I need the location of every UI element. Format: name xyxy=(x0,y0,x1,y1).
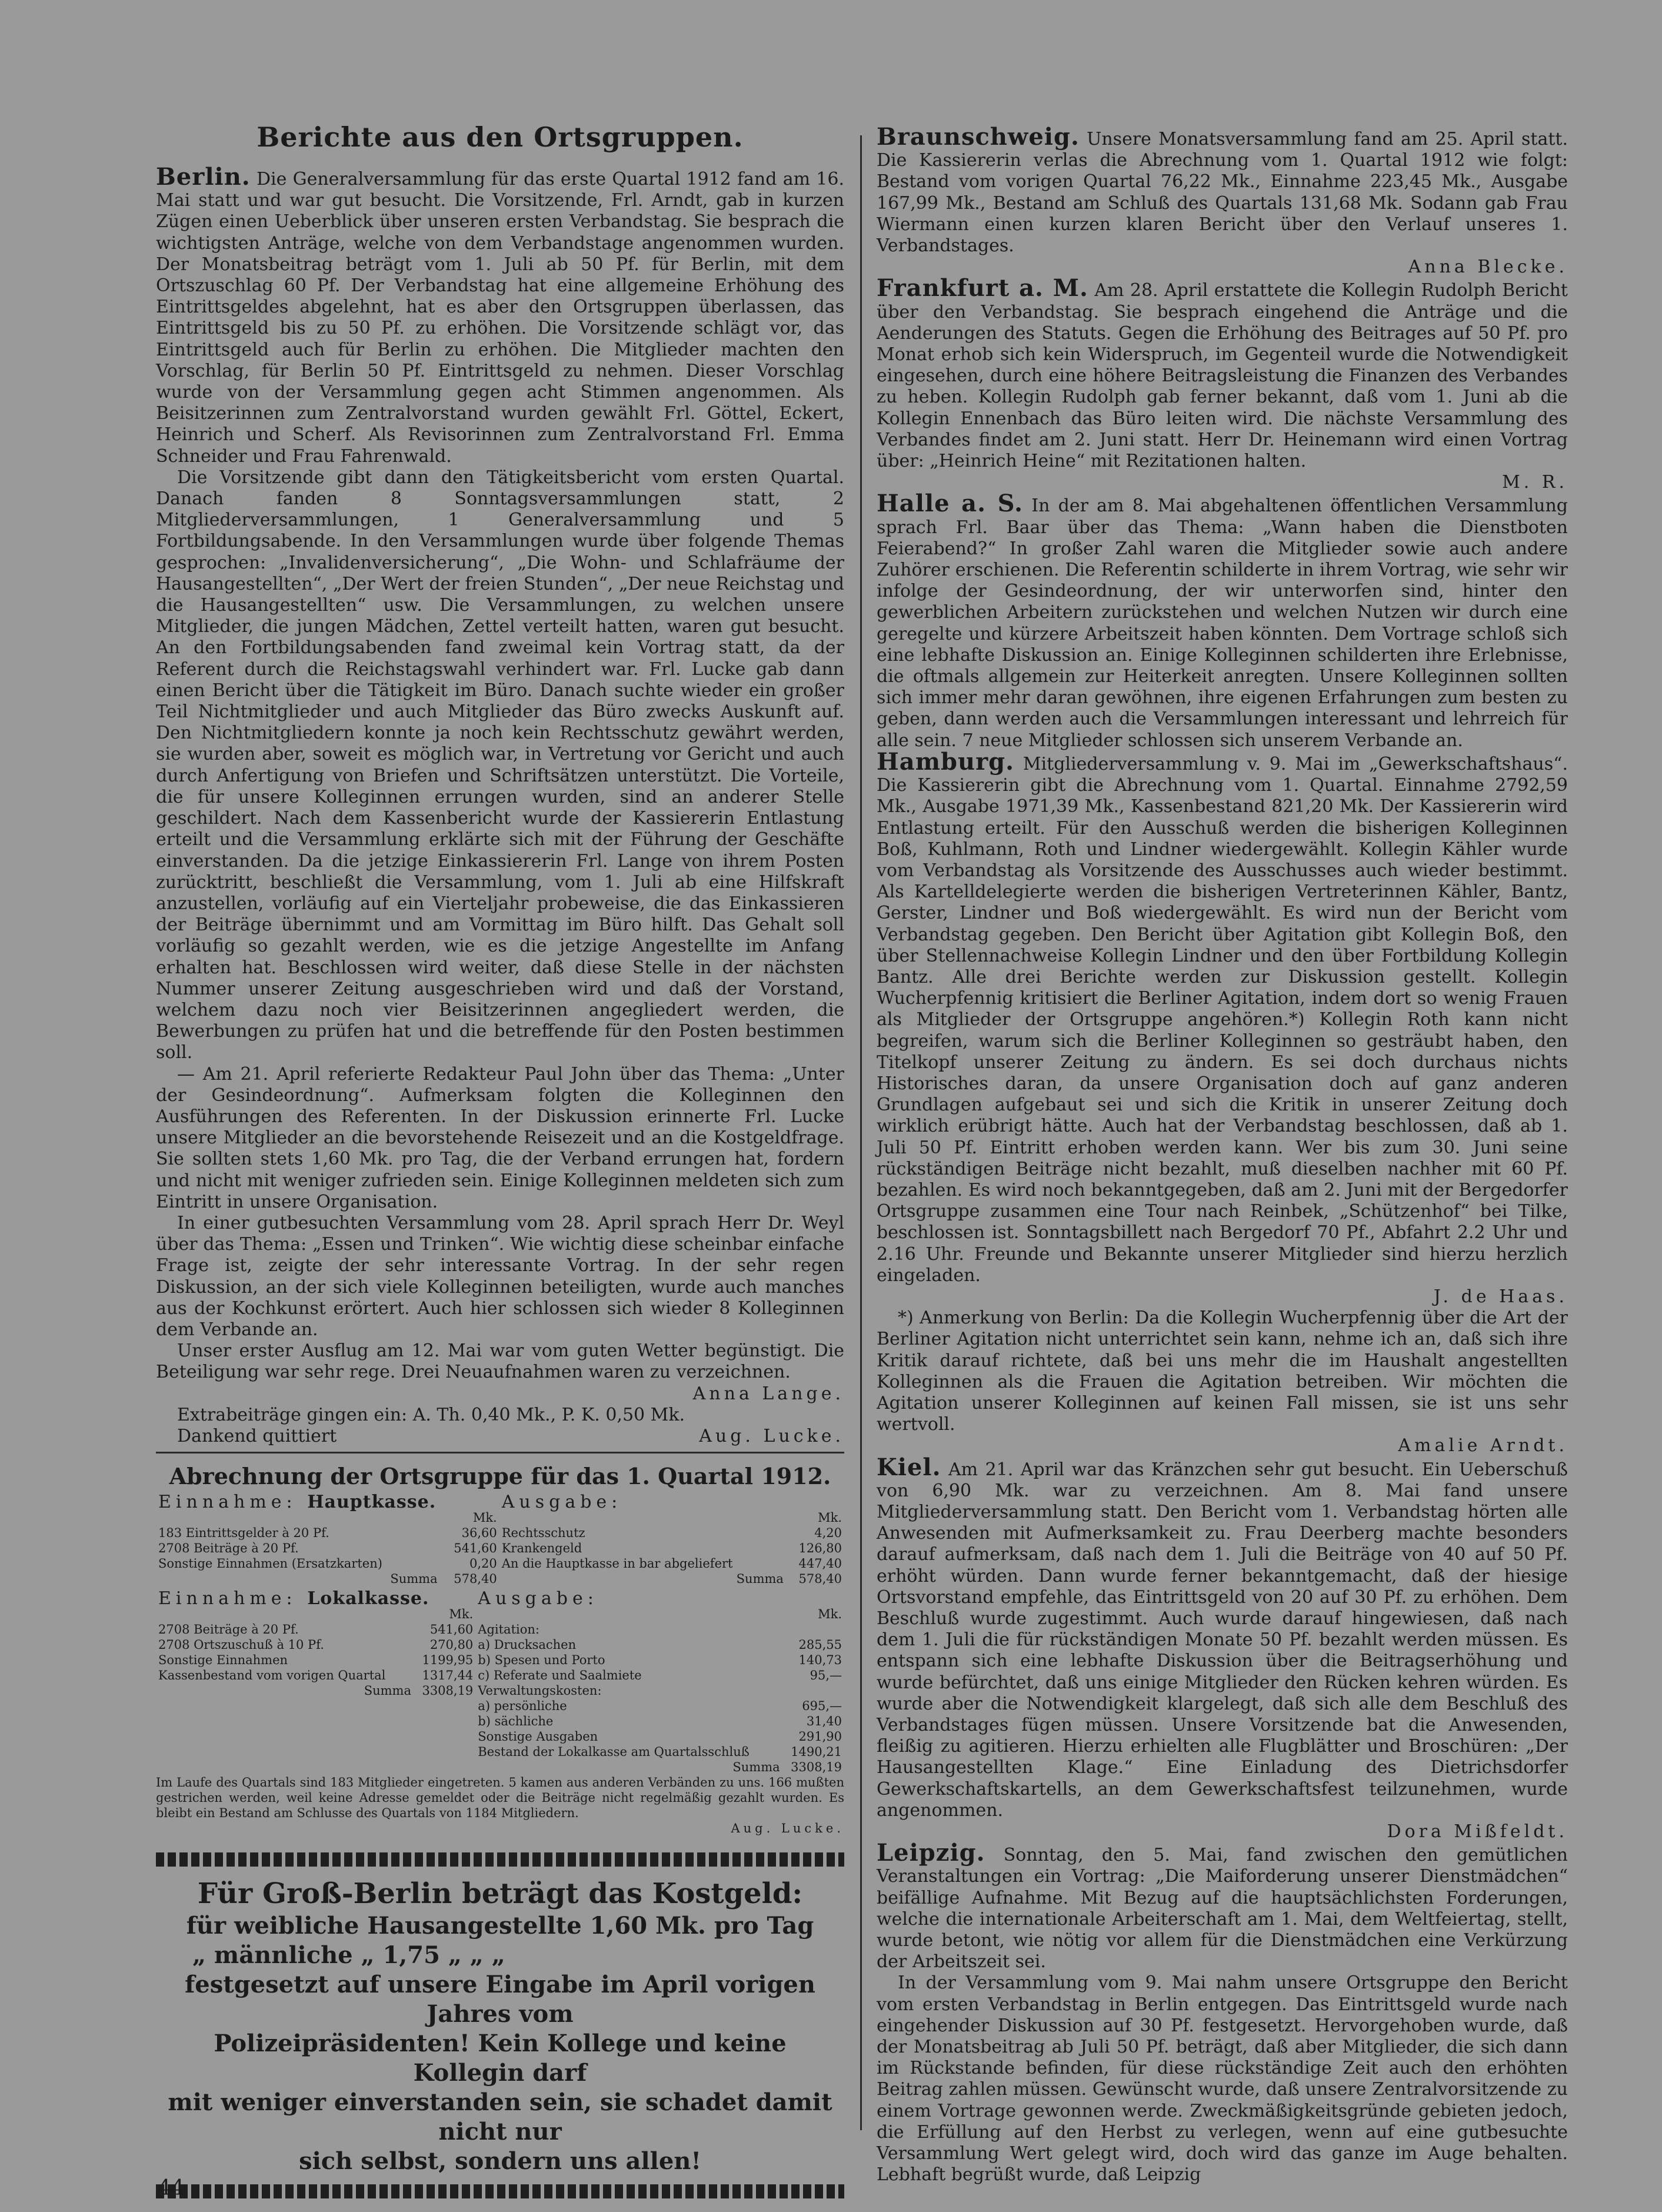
section-title: Berichte aus den Ortsgruppen. xyxy=(257,121,744,153)
table-row: b) sächliche 31,40 xyxy=(478,1714,842,1729)
berlin-p2: Die Vorsitzende gibt dann den Tätigkeitsbericht vom ersten Quartal. Danach fanden 8 Sonntagsversammlungen statt, 2 Mitgliederversammlungen, 1 Generalversammlung und 5 Fortbildungsabende. In den Versammlungen wurde über folgende Themas gesprochen: „Invalidenversicherung“, „Die Wohn- und Schlafräume der Hausangestellten“, „Der Wert der freien Stunden“, „Der neue Reichstag und die Hausangestellten“ usw. Die Versammlungen, zu welchen unsere Mitglieder, die jungen Mädchen, Zettel verteilt hatten, waren gut besucht. An den Fortbildungsabenden fand zweimal kein Vortrag statt, da der Referent durch die Reichstagswahl verhindert war. Frl. Lucke gab dann einen Bericht über die Tätigkeit im Büro. Danach suchte wieder ein großer Teil Nichtmitglieder und auch Mitglieder das Büro zwecks Auskunft auf. Den Nichtmitgliedern konnte ja noch kein Rechtsschutz gewährt werden, sie wurden aber, soweit es möglich war, in Vertretung vor Gericht und auch durch Anfertigung von Briefen und Schriftsätzen unterstützt. Die Vorteile, die für unsere Kolleginnen errungen wurden, sind an anderer Stelle geschildert. Nach dem Kassenbericht wurde der Kassiererin Entlastung erteilt und die Versammlung erklärte sich mit der Führung der Geschäfte einverstanden. Da die jetzige Einkassiererin Frl. Lange von ihrem Posten zurücktritt, beschließt die Versammlung, vom 1. Juli ab eine Hilfskraft anzustellen, vorläufig auf ein Vierteljahr probeweise, die das Einkassieren der Beiträge übernimmt und am Vormittag im Büro hilft. Das Gehalt soll vorläufig so gezahlt werden, wie es die jetzige Angestellte im Anfang erhalten hat. Beschlossen wird weiter, daß diese Stelle in der nächsten Nummer unserer Zeitung ausgeschrieben wird und daß der Vorstand, welchem dazu noch vier Beisitzerinnen angegliedert werden, die Bewerbungen zu prüfen hat und die betreffende für den Posten bestimmen soll. xyxy=(156,467,844,1063)
braunschweig-report: Braunschweig. Unsere Monatsversammlung fand am 25. April statt. Die Kassiererin verlas die Abrechnung vom 1. Quartal 1912 wie folgt: Bestand vom vorigen Quartal 76,22 Mk., Einnahme 223,45 Mk., Ausgabe 167,99 Mk., Bestand am Schluß des Quartals 131,68 Mk. Sodann gab Frau Wiermann einen kurzen klaren Bericht über den Verlauf unseres 1. Verbandstages. xyxy=(877,123,1568,257)
hauptkasse-header xyxy=(156,1495,844,1510)
table-row: Kassenbestand vom vorigen Quartal 1317,44 c) Referate und Saalmiete 95,— xyxy=(158,1668,842,1683)
lokal-expense-head: Ausgabe: xyxy=(478,1588,598,1609)
haupt-income-head: Einnahme: xyxy=(158,1492,297,1513)
haupt-name: Hauptkasse. xyxy=(307,1492,437,1513)
city-leipzig: Leipzig. xyxy=(877,1839,985,1867)
city-braunschweig: Braunschweig. xyxy=(877,123,1080,151)
halle-report: Halle a. S. In der am 8. Mai abgehaltenen öffentlichen Versammlung sprach Frl. Baar über das Thema: „Wann haben die Dienstboten Feierabend?“ In großer Zahl waren die Mitglieder sowie auch andere Zuhörer erschienen. Die Referentin schilderte in ihrem Vortrag, wie sehr wir infolge der Gesindeordnung, der wir unterworfen sind, hinter den gewerblichen Arbeitern zurückstehen und welchen Nutzen wir durch eine geregelte und kürzere Arbeitszeit haben könnten. Dem Vortrage schloß sich eine lebhafte Diskussion an. Einige Kolleginnen schilderten ihre Erlebnisse, die oftmals allgemein zur Heiterkeit anregten. Unsere Kolleginnen sollten sich immer mehr daran gewöhnen, ihre eigenen Erfahrungen zum besten zu geben, dann werden auch die Versammlungen interessant und lehrreich für alle sein. 7 neue Mitglieder schlossen sich unserem Verbande an. xyxy=(877,490,1568,751)
kostgeld-line-7: sich selbst, sondern uns allen! xyxy=(299,2147,701,2176)
left-column xyxy=(156,121,844,2176)
lokal-income-head-cell xyxy=(156,1588,475,1609)
section-rule xyxy=(156,1452,844,1453)
mk-unit: Mk. xyxy=(449,1607,474,1622)
kostgeld-line-2: für weibliche Hausangestellte 1,60 Mk. pro Tag xyxy=(186,1912,814,1940)
mk-unit: Mk. xyxy=(818,1607,842,1622)
signature-j-de-haas: J. de Haas. xyxy=(1433,1286,1568,1307)
berlin-p5: Unser erster Ausflug am 12. Mai war vom guten Wetter begünstigt. Die Beteiligung war sehr rege. Drei Neuaufnahmen waren zu verzeichnen. xyxy=(156,1340,844,1383)
table-row: Sonstige Ausgaben 291,90 xyxy=(478,1729,842,1744)
accounting-signature: Aug. Lucke. xyxy=(731,1821,844,1836)
haupt-expense-head: Ausgabe: xyxy=(501,1492,622,1513)
frankfurt-report: Frankfurt a. M. Am 28. April erstattete die Kollegin Rudolph Bericht über den Verbandstag. Sie besprach eingehend die Anträge und die Aenderungen des Statuts. Gegen die Erhöhung des Beitrages auf 50 Pf. pro Monat erhob sich kein Widerspruch, im Gegenteil wurde die Notwendigkeit eingesehen, durch eine höhere Beitragsleistung die Finanzen des Verbandes zu heben. Kollegin Rudolph gab ferner bekannt, daß vom 1. Juni ab die Kollegin Ennenbach das Büro leiten wird. Die nächste Versammlung des Verbandes findet am 2. Juni statt. Herr Dr. Heinemann wird einen Vortrag über: „Heinrich Heine“ mit Rezitationen halten. xyxy=(877,274,1568,472)
lokal-name: Lokalkasse. xyxy=(307,1588,429,1609)
leipzig-p2: In der Versammlung vom 9. Mai nahm unsere Ortsgruppe den Bericht vom ersten Verbandstag in Berlin entgegen. Das Eintrittsgeld wurde nach eingehender Diskussion auf 30 Pf. festgesetzt. Hervorgehoben wurde, daß der Monatsbeitrag ab Juli 50 Pf. beträgt, daß aber Mitglieder, die sich dann im Rückstande befinden, für diese rückständige Zeit auch den erhöhten Beitrag zahlen müssen. Gewünscht wurde, daß unsere Zentralvorsitzende zu einem Vortrage gewonnen werde. Zweckmäßigkeitsgründe gebieten jedoch, die Erfüllung auf den Herbst zu verlegen, wenn auf eine gutbesuchte Versammlung Wert gelegt wird, doch wird das ganze im Auge behalten. Lebhaft begrüßt wurde, daß Leipzig xyxy=(877,1972,1568,2186)
kostgeld-line-3: „ männliche „ 1,75 „ „ „ xyxy=(192,1941,505,1970)
city-frankfurt: Frankfurt a. M. xyxy=(877,274,1088,302)
berlin-report xyxy=(156,163,844,467)
mk-unit: Mk. xyxy=(818,1511,842,1525)
berlin-p4: In einer gutbesuchten Versammlung vom 28. April sprach Herr Dr. Weyl über das Thema: „Essen und Trinken“. Wie wichtig diese scheinbar einfache Frage ist, zeigte der sehr interessante Vortrag. In der sehr regen Diskussion, an der sich viele Kolleginnen beteiligten, wurde auch manches aus der Kochkunst erörtert. Auch hier schlossen sich wieder 8 Kolleginnen dem Verbande an. xyxy=(156,1212,844,1340)
table-row: Summa 3308,19 Verwaltungskosten: xyxy=(364,1684,602,1698)
table-sum-row: Summa 3308,19 xyxy=(732,1760,842,1775)
kostgeld-line-4: festgesetzt auf unsere Eingabe im April vorigen Jahres vom xyxy=(185,1971,815,2028)
leipzig-report: Leipzig. Sonntag, den 5. Mai, fand zwischen den gemütlichen Veranstaltungen ein Vortrag: „Die Maiforderung unserer Dienstmädchen“ beifällige Aufnahme. Mit Bezug auf die hauptsächlichsten Forderungen, welche die internationale Arbeiterschaft am 1. Mai, dem Weltfeiertag, stellt, wurde betont, wie nötig vor allem für die Dienstmädchen eine Verkürzung der Arbeitszeit sei. xyxy=(877,1839,1568,1972)
signature-aug-lucke: Aug. Lucke. xyxy=(699,1425,844,1446)
signature-anna-lange: Anna Lange. xyxy=(692,1383,844,1404)
haupt-income-head-cell xyxy=(156,1492,499,1513)
lokalkasse-table xyxy=(156,1588,844,1775)
berlin-p3: — Am 21. April referierte Redakteur Paul John über das Thema: „Unter der Gesindeordnung“. Aufmerksam folgten die Kolleginnen den Ausführungen des Referenten. In der Diskussion erinnerte Frl. Lucke unsere Mitglieder an die bevorstehende Reisezeit und an die Kostgeldfrage. Sie sollten stets 1,60 Mk. pro Tag, die der Verband errungen hat, fordern und nicht mit weniger zufrieden sein. Einige Kolleginnen meldeten sich zum Eintritt in unsere Organisation. xyxy=(156,1063,844,1212)
city-berlin: Berlin. xyxy=(156,163,251,191)
table-row: 183 Eintrittsgelder à 20 Pf. 36,60 Rechtsschutz 4,20 xyxy=(158,1526,842,1541)
berlin-p6a: Extrabeiträge gingen ein: A. Th. 0,40 Mk., P. K. 0,50 Mk. xyxy=(177,1404,685,1425)
decorative-ribbon xyxy=(156,2184,844,2198)
hamburg-report: Hamburg. Mitgliederversammlung v. 9. Mai im „Gewerkschaftshaus“. Die Kassiererin gibt die Abrechnung vom 1. Quartal. Einnahme 2792,59 Mk., Ausgabe 1971,39 Mk., Kassenbestand 821,20 Mk. Der Kassiererin wird Entlastung erteilt. Für den Ausschuß werden die bisherigen Kolleginnen Boß, Kuhlmann, Roth und Lindner wiedergewählt. Kollegin Kähler wurde vom Verbandstag als Vorsitzende des Ausschusses auch wieder bestimmt. Als Kartelldelegierte werden die bisherigen Vertreterinnen Kähler, Bantz, Gerster, Lindner und Boß wiedergewählt. Es wird nun der Bericht vom Verbandstag gegeben. Den Bericht über Agitation gibt Kollegin Boß, den über Stellennachweise Kollegin Lindner und den über Fortbildung Kollegin Bantz. Alle drei Berichte werden zur Diskussion gestellt. Kollegin Wucherpfennig kritisiert die Berliner Agitation, indem dort so wenig Frauen als Mitglieder der Ortsgruppe angehören.*) Kollegin Roth kann nicht begreifen, warum sich die Berliner Kolleginnen so gesträubt haben, den Titelkopf unserer Zeitung zu ändern. Es sei doch durchaus nichts Historisches daran, da unsere Organisation doch auf ganz anderen Grundlagen aufgebaut sei und sich die Kritik in unserer Zeitung doch wirklich erübrigt hätte. Auch hat der Verbandstag beschlossen, daß ab 1. Juli 50 Pf. Eintritt erhoben werden kann. Wer bis zum 30. Juni seine rückständigen Beiträge nicht bezahlt, muß dieselben nachher mit 60 Pf. bezahlen. Es wird noch bekanntgegeben, daß am 2. Juni mit der Bergedorfer Ortsgruppe zusammen eine Tour nach Reinbek, „Schützenhof“ bei Tilke, beschlossen ist. Sonntagsbillett nach Bergedorf 70 Pf., Abfahrt 2.2 Uhr und 2.16 Uhr. Freunde und Bekannte unserer Mitglieder sind hierzu herzlich eingeladen. xyxy=(877,747,1568,1286)
hauptkasse-table xyxy=(156,1492,844,1586)
column-divider xyxy=(860,135,862,2130)
lokalkasse-header xyxy=(156,1591,844,1606)
table-row: a) persönliche 695,— xyxy=(478,1699,842,1714)
accounting-title: Abrechnung der Ortsgruppe für das 1. Quartal 1912. xyxy=(169,1463,831,1490)
table-row: Sonstige Einnahmen (Ersatzkarten) 0,20 An die Hauptkasse in bar abgeliefert 447,40 xyxy=(158,1556,842,1571)
signature-amalie-arndt: Amalie Arndt. xyxy=(1398,1435,1568,1456)
table-sum-row: Summa 578,40 Summa 578,40 xyxy=(390,1572,842,1586)
signature-dora-missfeldt: Dora Mißfeldt. xyxy=(1387,1821,1568,1842)
signature-anna-blecke: Anna Blecke. xyxy=(1408,257,1568,278)
table-row: 2708 Ortszuschuß à 10 Pf. 270,80 a) Drucksachen 285,55 xyxy=(158,1638,842,1652)
mk-unit: Mk. xyxy=(472,1511,497,1525)
berlin-p6b: Dankend quittiert xyxy=(177,1425,337,1446)
kiel-report: Kiel. Am 21. April war das Kränzchen sehr gut besucht. Ein Ueberschuß von 6,90 Mk. war zu verzeichnen. Am 8. Mai fand unsere Mitgliederversammlung statt. Den Bericht vom 1. Verbandstag hörten alle Anwesenden mit Aufmerksamkeit zu. Frau Deerberg machte besonders darauf aufmerksam, daß nach dem 1. Juli die Beiträge von 40 auf 50 Pf. erhöht würden. Dann wurde ferner bekanntgemacht, daß der hiesige Ortsvorstand empfehle, das Eintrittsgeld von 20 auf 30 Pf. zu erhöhen. Dem Beschluß wurde zugestimmt. Auch wurde darauf hingewiesen, daß nach dem 1. Juli die für rückständigen Monate 50 Pf. bezahlt werden müssen. Es entspann sich eine lebhafte Diskussion über die Beitragserhöhung und wurde befürchtet, daß uns einige Mitglieder den Rücken kehren würden. Es wurde aber die Notwendigkeit klargelegt, daß sich alle dem Beschluß des Verbandstages fügen müssen. Unsere Vorsitzende bat die Anwesenden, fleißig zu agitieren. Hierzu erhielten alle Flugblätter und Broschüren: „Der Hausangestellten Klage.“ Eine Einladung des Dietrichsdorfer Gewerkschaftskartells, an dem Gewerkschaftsfest teilzunehmen, wurde angenommen. xyxy=(877,1453,1568,1821)
page-number: 44 xyxy=(158,2176,185,2200)
kostgeld-line-1: Für Groß-Berlin beträgt das Kostgeld: xyxy=(197,1877,803,1911)
kostgeld-line-6: mit weniger einverstanden sein, sie schadet damit nicht nur xyxy=(168,2088,832,2146)
city-halle: Halle a. S. xyxy=(877,490,1024,518)
accounting-note: Im Laufe des Quartals sind 183 Mitglieder eingetreten. 5 kamen aus anderen Verbänden zu uns. 166 mußten gestrichen werden, weil keine Adresse gemeldet oder die Beiträge nicht regelmäßig gezahlt wurden. Es bleibt ein Bestand am Schlusse des Quartals von 1184 Mitgliedern. xyxy=(156,1775,844,1821)
city-hamburg: Hamburg. xyxy=(877,747,1015,776)
lokal-income-head: Einnahme: xyxy=(158,1588,297,1609)
table-row: Sonstige Einnahmen 1199,95 b) Spesen und Porto 140,73 xyxy=(158,1653,842,1668)
table-row: 2708 Beiträge à 20 Pf. 541,60 Krankengeld 126,80 xyxy=(158,1541,842,1556)
table-row: 2708 Beiträge à 20 Pf. 541,60 Agitation: xyxy=(158,1622,539,1637)
kostgeld-line-5: Polizeipräsidenten! Kein Kollege und keine Kollegin darf xyxy=(214,2030,787,2087)
berlin-p6b-row xyxy=(156,1426,844,1447)
decorative-ribbon xyxy=(156,1852,844,1867)
city-kiel: Kiel. xyxy=(877,1453,941,1481)
berlin-p1: Die Generalversammlung für das erste Quartal 1912 fand am 16. Mai statt und war gut besucht. Die Vorsitzende, Frl. Arndt, gab in kurzen Zügen einen Ueberblick über unseren ersten Verbandstag. Sie besprach die wichtigsten Anträge, welche von dem Verbandstage angenommen wurden. Der Monatsbeitrag beträgt vom 1. Juli ab 50 Pf. für Berlin, mit dem Ortszuschlag 60 Pf. Der Verbandstag hat eine allgemeine Erhöhung des Eintrittsgeldes abgelehnt, hat es aber den Ortsgruppen überlassen, das Eintrittsgeld bis zu 50 Pf. zu erhöhen. Die Vorsitzende schlägt vor, das Eintrittsgeld auch für Berlin zu erhöhen. Die Mitglieder machten den Vorschlag, für Berlin 50 Pf. Eintrittsgeld zu nehmen. Dieser Vorschlag wurde von der Versammlung gegen acht Stimmen angenommen. Als Beisitzerinnen zum Zentralvorstand wurden gewählt Frl. Göttel, Eckert, Heinrich und Scherf. Als Revisorinnen zum Zentralvorstand Frl. Emma Schneider und Frau Fahrenwald. xyxy=(156,169,844,467)
hamburg-footnote: *) Anmerkung von Berlin: Da die Kollegin Wucherpfennig über die Art der Berliner Agitation nicht unterrichtet sein kann, nehme ich an, daß sich ihre Kritik darauf richtete, daß bei uns mehr die im Haushalt angestellten Kolleginnen als die Frauen die Agitation betreiben. Wir möchten die Agitation unserer Kolleginnen auf keinen Fall missen, sie ist uns sehr wertvoll. xyxy=(877,1308,1568,1435)
signature-m-r: M. R. xyxy=(1502,472,1568,493)
table-row: Bestand der Lokalkasse am Quartalsschluß 1490,21 xyxy=(478,1745,842,1759)
right-column xyxy=(877,123,1568,2186)
